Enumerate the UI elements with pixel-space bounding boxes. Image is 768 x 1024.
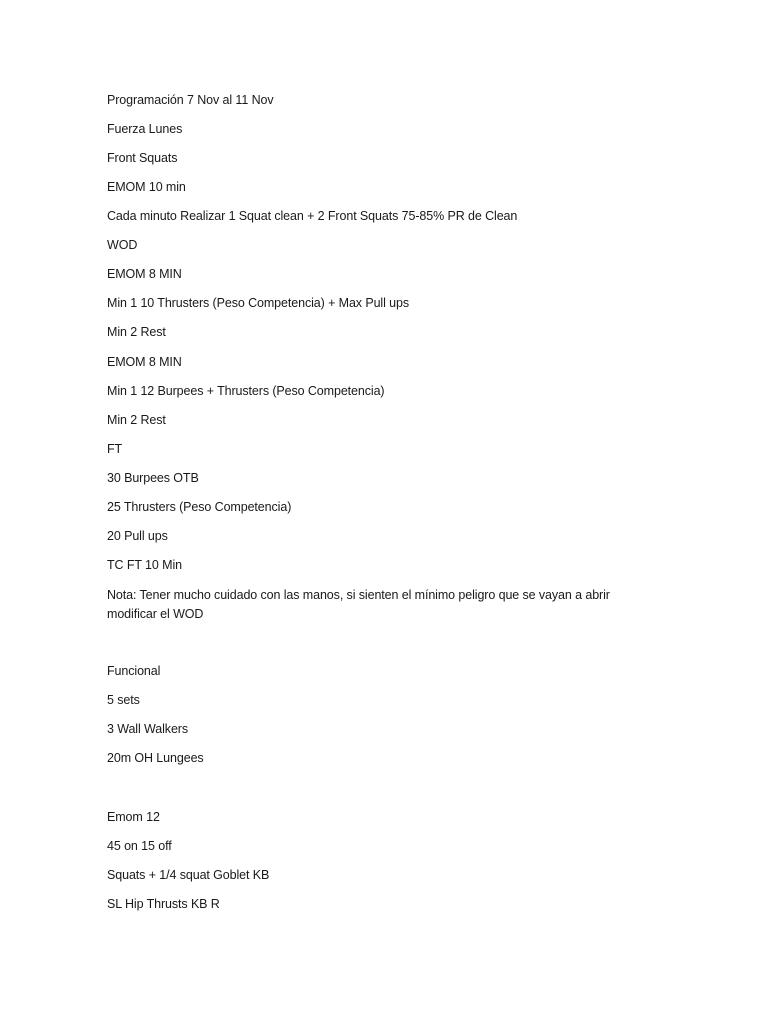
section-heading-funcional: Funcional bbox=[107, 664, 161, 678]
text-line: 25 Thrusters (Peso Competencia) bbox=[107, 500, 292, 514]
text-line: Squats + 1/4 squat Goblet KB bbox=[107, 868, 270, 882]
text-line: TC FT 10 Min bbox=[107, 558, 182, 572]
text-line: FT bbox=[107, 442, 123, 456]
text-line: 45 on 15 off bbox=[107, 839, 172, 853]
text-line: EMOM 8 MIN bbox=[107, 355, 182, 369]
text-line: 20 Pull ups bbox=[107, 529, 168, 543]
text-line: Cada minuto Realizar 1 Squat clean + 2 Front Squats 75-85% PR de Clean bbox=[107, 209, 518, 223]
text-line: Front Squats bbox=[107, 151, 178, 165]
section-heading-fuerza: Fuerza Lunes bbox=[107, 122, 183, 136]
text-line: Min 1 10 Thrusters (Peso Competencia) + Max Pull ups bbox=[107, 296, 409, 310]
text-line: Min 2 Rest bbox=[107, 413, 166, 427]
text-line: 20m OH Lungees bbox=[107, 751, 204, 765]
text-line: 5 sets bbox=[107, 693, 140, 707]
note-paragraph: Nota: Tener mucho cuidado con las manos, si sienten el mínimo peligro que se vayan a abrir modificar el WOD bbox=[107, 588, 610, 621]
text-line: EMOM 8 MIN bbox=[107, 267, 182, 281]
section-heading-wod: WOD bbox=[107, 238, 138, 252]
text-line: EMOM 10 min bbox=[107, 180, 186, 194]
text-line: 3 Wall Walkers bbox=[107, 722, 189, 736]
document-title: Programación 7 Nov al 11 Nov bbox=[107, 93, 274, 107]
text-line: SL Hip Thrusts KB R bbox=[107, 897, 220, 911]
text-line: Min 2 Rest bbox=[107, 325, 166, 339]
text-line: Min 1 12 Burpees + Thrusters (Peso Competencia) bbox=[107, 384, 385, 398]
text-line: 30 Burpees OTB bbox=[107, 471, 199, 485]
section-heading-emom: Emom 12 bbox=[107, 810, 160, 824]
